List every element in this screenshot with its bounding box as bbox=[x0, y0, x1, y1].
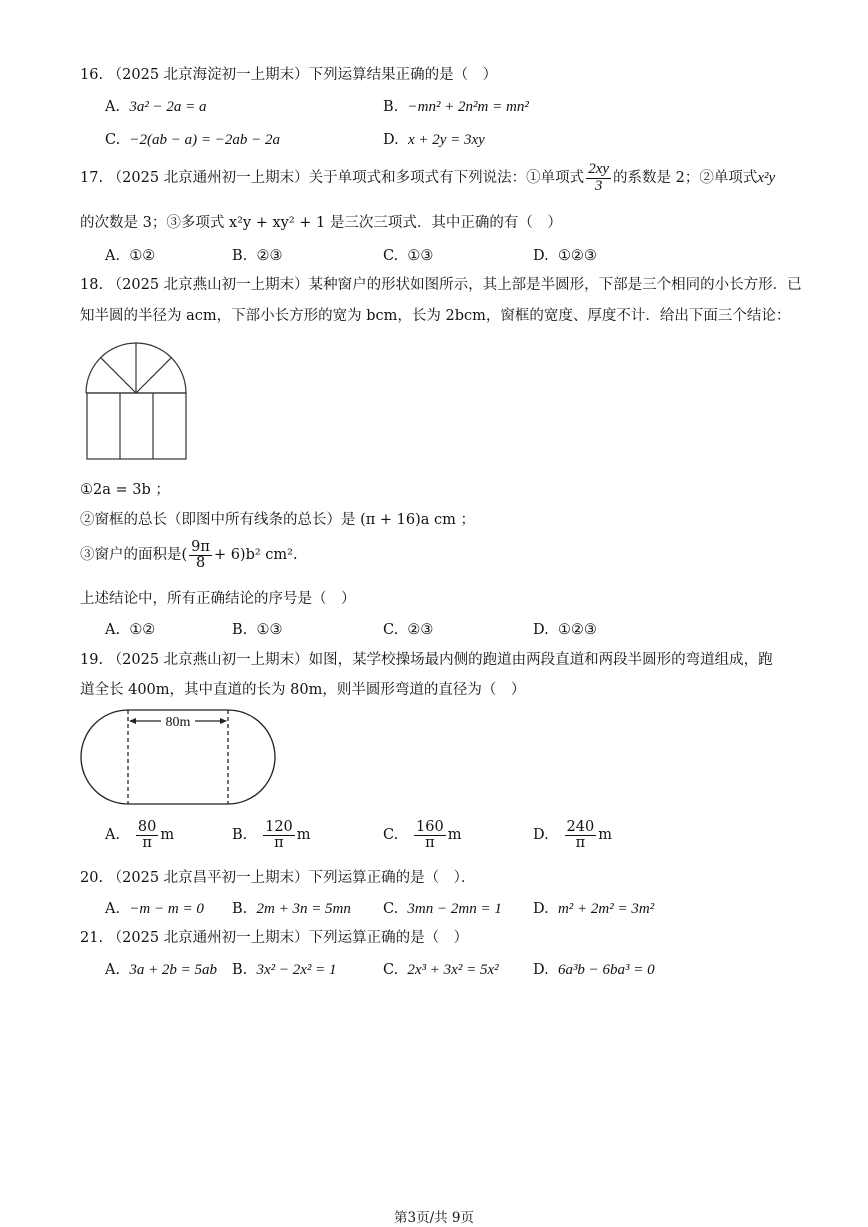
q17-option-c[interactable]: C. ①③ bbox=[383, 248, 434, 264]
option-label: D. bbox=[383, 132, 399, 148]
window-figure bbox=[84, 340, 190, 464]
q21-option-d[interactable]: D. 6a³b − 6ba³ = 0 bbox=[533, 962, 655, 978]
q18-stem-line2: 知半圆的半径为 acm，下部小长方形的宽为 bcm，长为 2bcm，窗框的宽度、厚度不计．给出下面三个结论： bbox=[80, 308, 791, 324]
q17-stem-part1: 17. （2025 北京通州初一上期末）关于单项式和多项式有下列说法：①单项式 bbox=[80, 169, 585, 186]
q17-stem-line2: 的次数是 3；③多项式 x²y + xy² + 1 是三次三项式．其中正确的有（ ） bbox=[80, 215, 562, 231]
q21-stem: 21. （2025 北京通州初一上期末）下列运算正确的是（ ） bbox=[80, 930, 469, 946]
option-fraction: $\frac{120}{\pi}$ bbox=[265, 819, 293, 852]
option-expr: x + 2y = 3xy bbox=[407, 132, 485, 148]
q21-option-c[interactable]: C. 2x³ + 3x² = 5x² bbox=[383, 962, 499, 978]
option-expr: 3a² − 2a = a bbox=[129, 99, 207, 115]
track-label: 80m bbox=[165, 715, 191, 730]
q16-option-d[interactable] bbox=[383, 131, 485, 149]
q16-stem: 16. （2025 北京海淀初一上期末）下列运算结果正确的是（ ） bbox=[80, 67, 498, 83]
q19-option-a[interactable]: A. $\frac{80}{\pi}$ m bbox=[105, 819, 175, 852]
q19-option-b[interactable]: B. $\frac{120}{\pi}$ m bbox=[232, 819, 311, 852]
option-label: B. bbox=[383, 99, 399, 115]
q18-option-b[interactable]: B. ①③ bbox=[232, 622, 283, 638]
q18-conclusion-3: ③窗户的面积是( $\frac{9\pi}{8}$ + 6)b² cm². bbox=[80, 539, 298, 572]
q18-question: 上述结论中，所有正确结论的序号是（ ） bbox=[80, 591, 356, 607]
lower-rectangle bbox=[87, 393, 186, 459]
q17-option-b[interactable]: B. ②③ bbox=[232, 248, 283, 264]
q16-option-c[interactable] bbox=[105, 131, 280, 149]
q16-option-b[interactable] bbox=[383, 98, 529, 116]
q17-stem-part2: 的系数是 2；②单项式 bbox=[613, 169, 758, 186]
q19-stem-line2: 道全长 400m，其中直道的长为 80m，则半圆形弯道的直径为（ ） bbox=[80, 682, 526, 698]
q18-conclusion-1: ①2a = 3b ； bbox=[80, 482, 170, 498]
option-label: A. bbox=[105, 99, 121, 115]
q18-option-c[interactable]: C. ②③ bbox=[383, 622, 434, 638]
q18-option-a[interactable]: A. ①② bbox=[105, 622, 156, 638]
q19-option-d[interactable]: D. $\frac{240}{\pi}$ m bbox=[533, 819, 612, 852]
q17-fraction: $\frac{2xy}{3}$ bbox=[588, 161, 610, 194]
q19-option-c[interactable]: C. $\frac{160}{\pi}$ m bbox=[383, 819, 462, 852]
q20-stem: 20. （2025 北京昌平初一上期末）下列运算正确的是（ ）． bbox=[80, 870, 476, 886]
option-expr: −mn² + 2n²m = mn² bbox=[407, 99, 529, 115]
q20-option-b[interactable]: B. 2m + 3n = 5mn bbox=[232, 901, 351, 917]
radius-line bbox=[136, 358, 171, 393]
radius-line bbox=[101, 358, 136, 393]
q17-option-a[interactable]: A. ①② bbox=[105, 248, 156, 264]
option-label: C. bbox=[105, 132, 121, 148]
q18-fraction: $\frac{9\pi}{8}$ bbox=[191, 539, 210, 572]
option-expr: −2(ab − a) = −2ab − 2a bbox=[129, 132, 281, 148]
arrow-head-right bbox=[220, 718, 227, 724]
q18-option-d[interactable]: D. ①②③ bbox=[533, 622, 597, 638]
q19-stem-line1: 19. （2025 北京燕山初一上期末）如图，某学校操场最内侧的跑道由两段直道和两段半圆形的弯道组成，跑 bbox=[80, 652, 773, 668]
option-fraction: $\frac{240}{\pi}$ bbox=[566, 819, 595, 852]
q18-conclusion-2: ②窗框的总长（即图中所有线条的总长）是 (π + 16)a cm ； bbox=[80, 512, 476, 528]
q18-stem-line1: 18. （2025 北京燕山初一上期末）某种窗户的形状如图所示，其上部是半圆形，下部是三个相同的小长方形．已 bbox=[80, 277, 802, 293]
q21-option-a[interactable]: A. 3a + 2b = 5ab bbox=[105, 962, 218, 978]
q17-option-d[interactable]: D. ①②③ bbox=[533, 248, 597, 264]
q16-option-a[interactable] bbox=[105, 98, 207, 116]
option-fraction: $\frac{160}{\pi}$ bbox=[416, 819, 444, 852]
q17-stem-line1 bbox=[80, 162, 775, 195]
q20-option-c[interactable]: C. 3mn − 2mn = 1 bbox=[383, 901, 502, 917]
q17-stem-part3: x²y bbox=[757, 170, 776, 187]
q21-option-b[interactable]: B. 3x² − 2x² = 1 bbox=[232, 962, 337, 978]
q20-option-d[interactable]: D. m² + 2m² = 3m² bbox=[533, 901, 655, 917]
page-number: 第3页/共 9页 bbox=[393, 1210, 475, 1226]
option-fraction: $\frac{80}{\pi}$ bbox=[137, 819, 157, 852]
arrow-head-left bbox=[129, 718, 136, 724]
q20-option-a[interactable]: A. −m − m = 0 bbox=[105, 901, 204, 917]
track-figure bbox=[77, 706, 281, 808]
